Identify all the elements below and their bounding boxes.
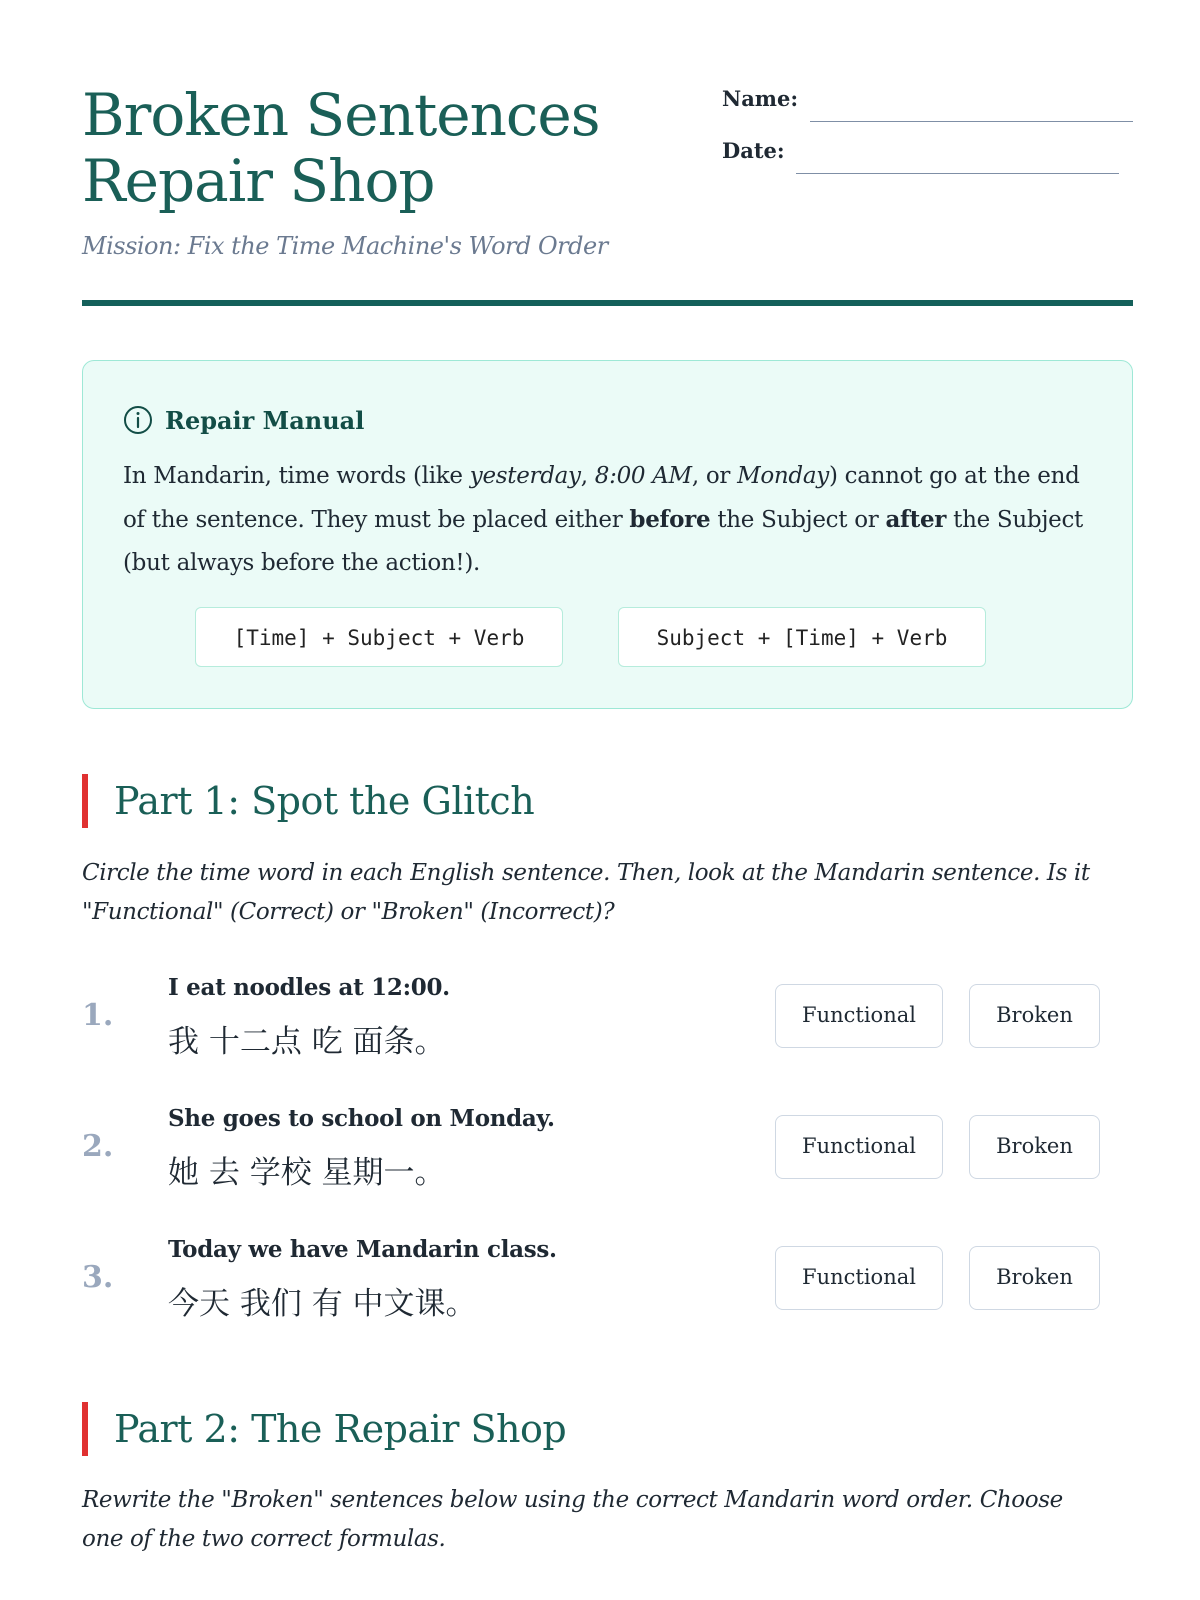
question-item	[82, 1103, 1133, 1203]
part2-heading: Part 2: The Repair Shop	[82, 1402, 566, 1456]
date-field[interactable]	[722, 136, 1133, 188]
formula-subject-first: Subject + [Time] + Verb	[618, 607, 986, 667]
emphasis-after: after	[885, 506, 947, 533]
functional-option[interactable]: Functional	[775, 1246, 943, 1310]
question-number: 1.	[82, 998, 114, 1033]
header-divider	[82, 300, 1133, 306]
manual-text-part: ,	[580, 463, 595, 489]
english-sentence[interactable]: Today we have Mandarin class.	[168, 1236, 557, 1263]
example-monday: Monday	[737, 463, 829, 489]
emphasis-before: before	[629, 506, 711, 533]
name-field[interactable]	[722, 84, 1133, 136]
repair-manual-text	[123, 455, 1083, 585]
title-line-1: Broken Sentences	[82, 81, 600, 149]
mandarin-sentence: 今天 我们 有 中文课。	[168, 1286, 477, 1322]
manual-text-part: , or	[691, 463, 738, 489]
example-time: 8:00 AM	[594, 463, 692, 489]
broken-option[interactable]: Broken	[969, 1246, 1100, 1310]
name-blank-line[interactable]	[810, 121, 1133, 122]
example-yesterday: yesterday	[469, 463, 581, 489]
english-sentence[interactable]: She goes to school on Monday.	[168, 1105, 555, 1132]
page-title	[82, 82, 642, 214]
english-sentence[interactable]: I eat noodles at 12:00.	[168, 974, 450, 1001]
mandarin-sentence: 我 十二点 吃 面条。	[168, 1024, 446, 1060]
broken-option[interactable]: Broken	[969, 1115, 1100, 1179]
title-line-2: Repair Shop	[82, 147, 435, 215]
worksheet-page	[82, 0, 1133, 1600]
info-icon	[123, 405, 153, 435]
repair-manual-header	[123, 405, 364, 435]
question-item	[82, 972, 1133, 1072]
name-label: Name:	[722, 86, 799, 111]
part1-instructions: Circle the time word in each English sentence. Then, look at the Mandarin sentence. Is it "Functional" (Correct) or "Broken" (Incorrect)?	[82, 860, 1090, 925]
mission-subtitle: Mission: Fix the Time Machine's Word Order	[82, 232, 608, 260]
part2-instructions: Rewrite the "Broken" sentences below using the correct Mandarin word order. Choose one of the two correct formulas.	[82, 1487, 1063, 1552]
mandarin-sentence: 她 去 学校 星期一。	[168, 1155, 446, 1191]
question-number: 3.	[82, 1260, 114, 1295]
date-label: Date:	[722, 138, 785, 163]
manual-text-part: ) cannot go at the end of the sentence. They must be placed either	[123, 463, 1080, 533]
repair-manual-box	[82, 360, 1133, 709]
functional-option[interactable]: Functional	[775, 984, 943, 1048]
manual-text-part: In Mandarin, time words (like	[123, 463, 470, 489]
part1-heading: Part 1: Spot the Glitch	[82, 774, 534, 828]
functional-option[interactable]: Functional	[775, 1115, 943, 1179]
question-item	[82, 1234, 1133, 1334]
date-blank-line[interactable]	[796, 173, 1119, 174]
broken-option[interactable]: Broken	[969, 984, 1100, 1048]
manual-text-part: the Subject or	[710, 507, 886, 533]
formula-time-first: [Time] + Subject + Verb	[195, 607, 563, 667]
question-number: 2.	[82, 1129, 114, 1164]
student-info-fields	[722, 84, 1133, 188]
manual-text-part: the Subject (but always before the action!).	[123, 507, 1083, 576]
repair-manual-title: Repair Manual	[165, 405, 365, 435]
